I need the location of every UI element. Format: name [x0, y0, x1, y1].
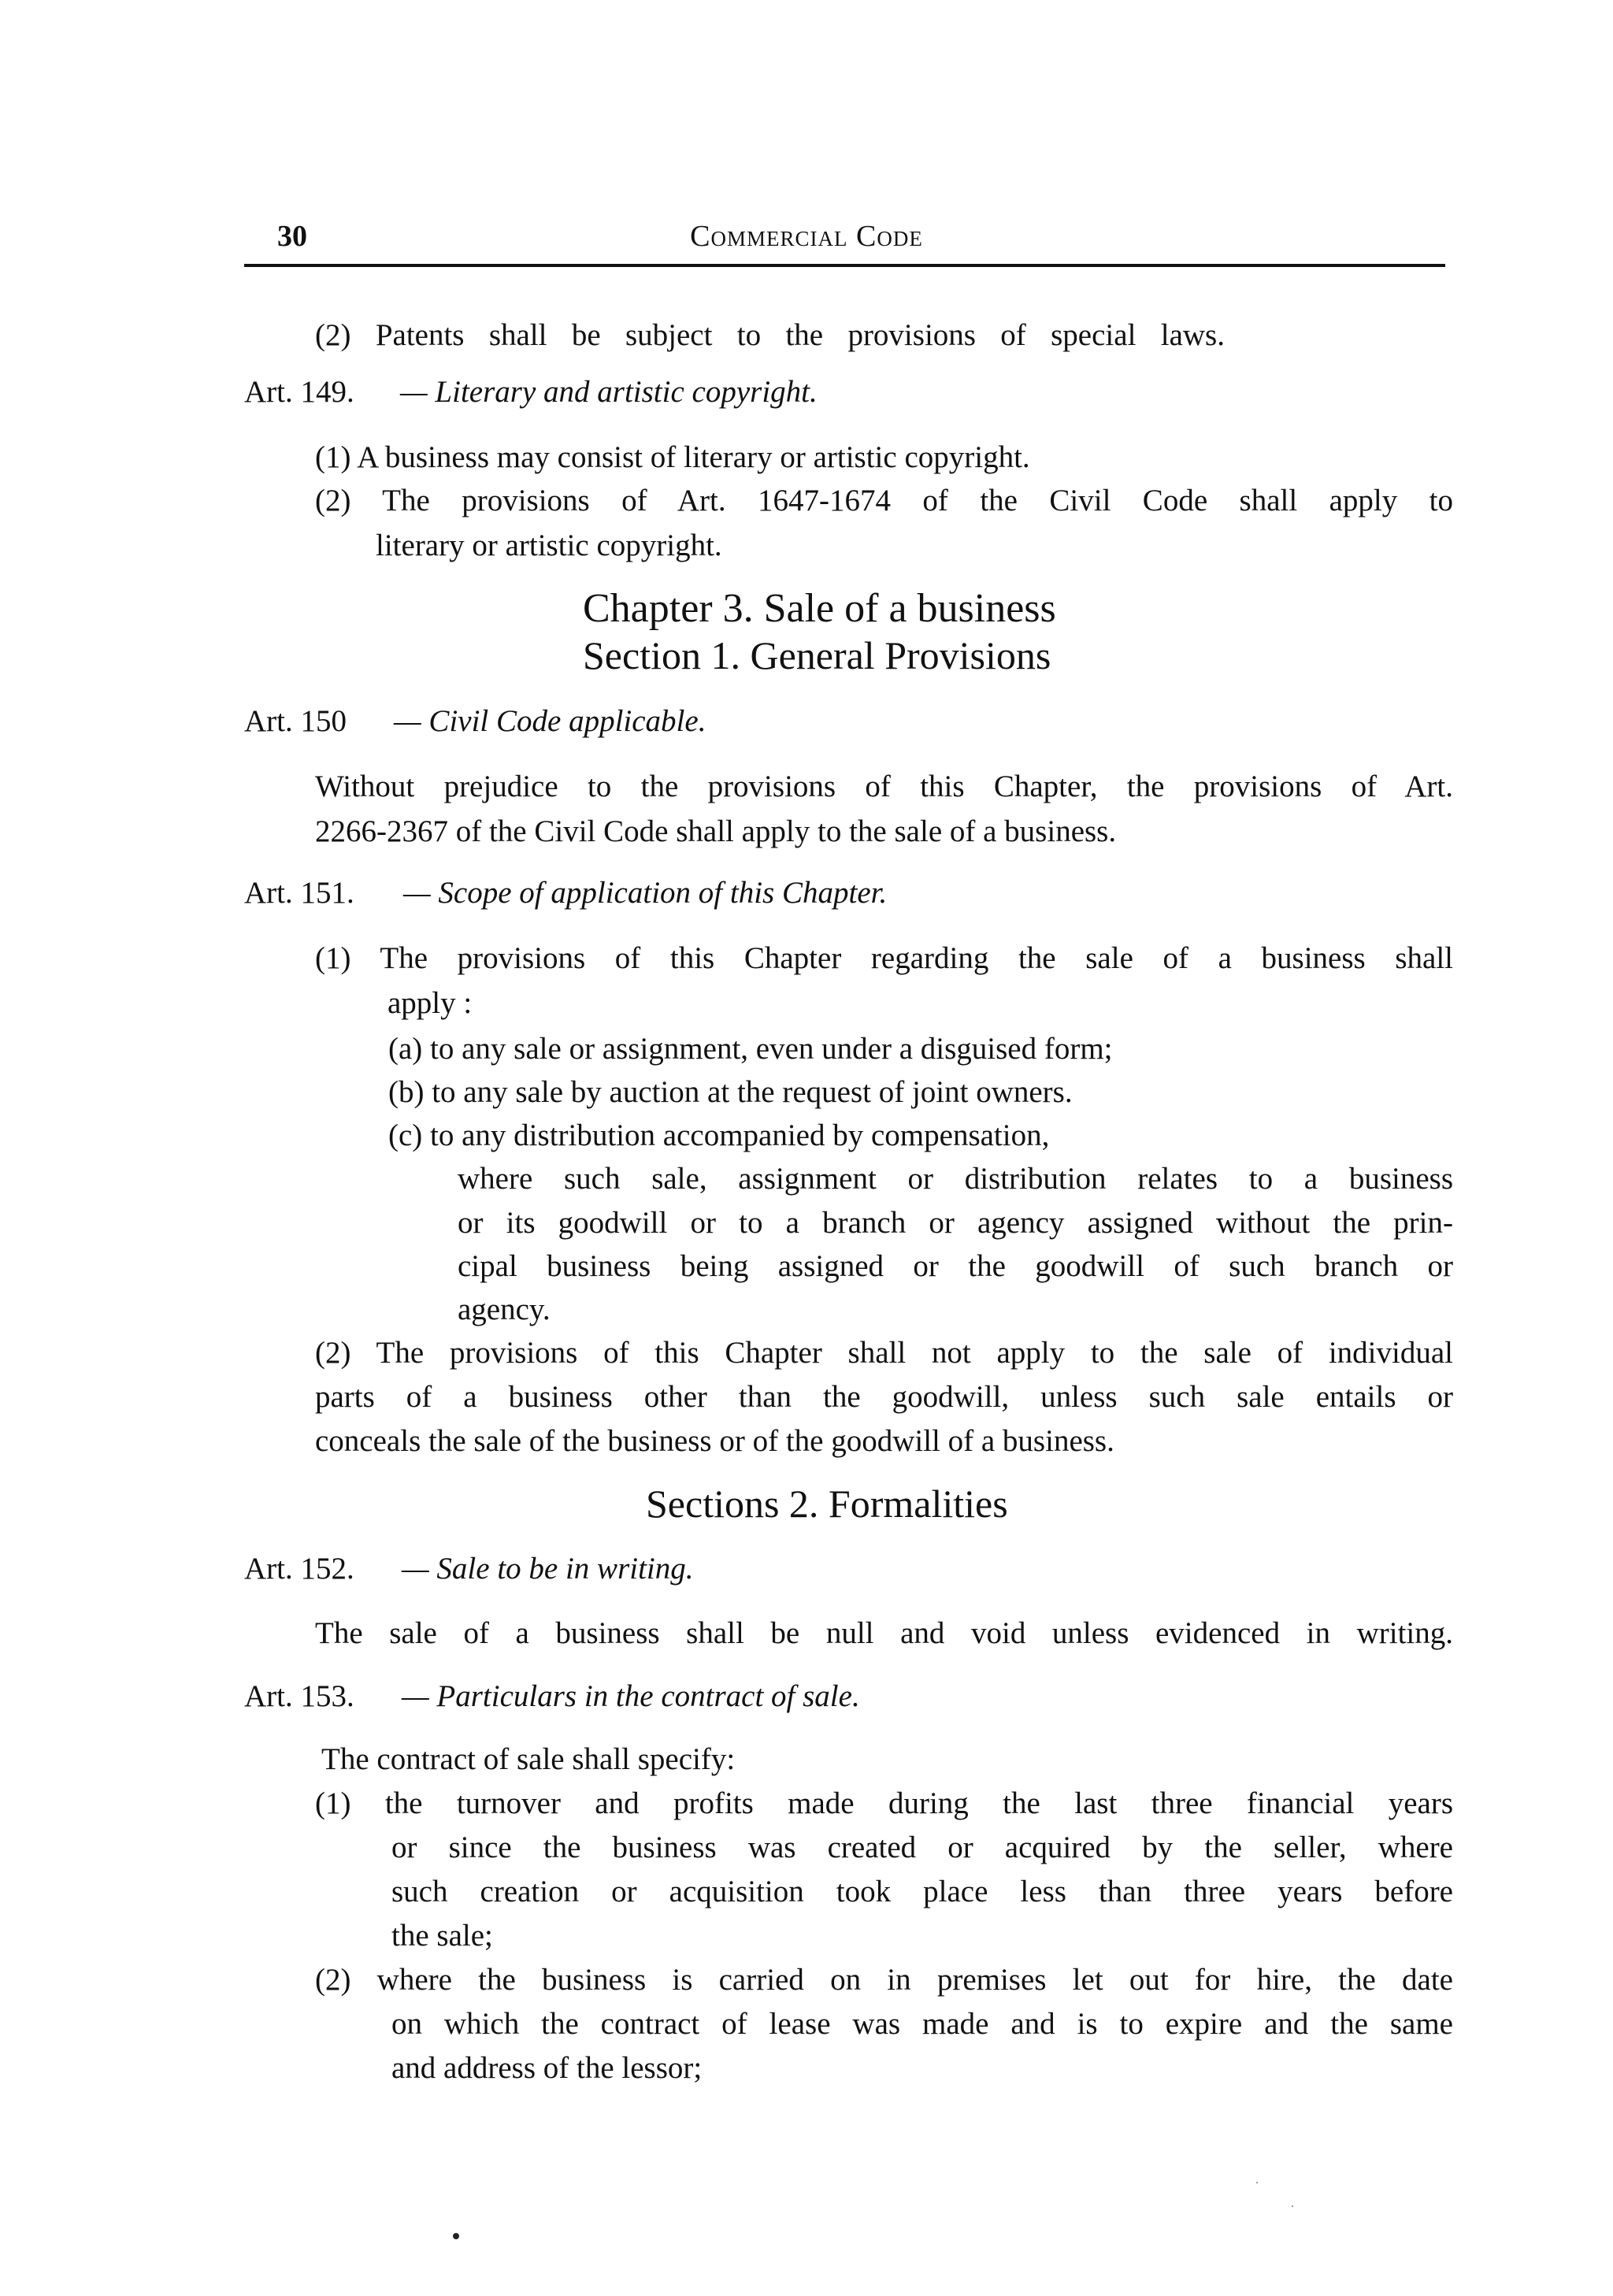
header-rule [244, 264, 1445, 267]
art151-where-line: agency. [458, 1293, 551, 1326]
article-number: Art. 153. [244, 1679, 354, 1713]
art153-item-1-cont: such creation or acquisition took place less than three years before [391, 1875, 1453, 1908]
running-header-title: Commercial Code [690, 220, 923, 253]
article-title: — Literary and artistic copyright. [400, 375, 818, 409]
art152-para: The sale of a business shall be null and void unless evidenced in writing. [315, 1616, 1453, 1650]
art153-item-1: (1) the turnover and profits made during the last three financial years [315, 1786, 1453, 1820]
print-speck [1256, 2182, 1258, 2183]
art153-item-1-cont: the sale; [391, 1919, 493, 1953]
article-number: Art. 149. [244, 375, 354, 409]
page-number: 30 [277, 220, 307, 253]
art151-para-2-cont: parts of a business other than the goodwill, unless such sale entails or [315, 1380, 1453, 1414]
article-number: Art. 151. [244, 876, 354, 910]
art153-intro: The contract of sale shall specify: [321, 1742, 736, 1776]
art151-where-line: where such sale, assignment or distribution relates to a business [458, 1162, 1453, 1196]
art151-para-1-cont: apply : [387, 986, 473, 1020]
print-mark [453, 2233, 459, 2239]
art153-item-2: (2) where the business is carried on in premises let out for hire, the date [315, 1963, 1453, 1997]
art151-para-2-cont: conceals the sale of the business or of the goodwill of a business. [315, 1424, 1114, 1458]
art153-item-1-cont: or since the business was created or acquired by the seller, where [391, 1830, 1453, 1864]
article-title: — Sale to be in writing. [402, 1552, 694, 1586]
article-number: Art. 152. [244, 1552, 354, 1586]
art148-para-2: (2) Patents shall be subject to the provisions of special laws. [315, 318, 1225, 352]
art151-item-b: (b) to any sale by auction at the request of joint owners. [388, 1075, 1073, 1109]
section-heading: Sections 2. Formalities [646, 1482, 1008, 1526]
article-number: Art. 150 [244, 704, 347, 738]
art149-para-2-cont: literary or artistic copyright. [376, 529, 722, 562]
art150-para: Without prejudice to the provisions of this Chapter, the provisions of Art. [315, 770, 1453, 803]
section-heading: Section 1. General Provisions [583, 633, 1051, 677]
art151-where-line: cipal business being assigned or the goodwill of such branch or [458, 1249, 1453, 1283]
print-speck [1292, 2205, 1293, 2207]
article-title: — Particulars in the contract of sale. [402, 1679, 860, 1713]
art151-item-a: (a) to any sale or assignment, even under a disguised form; [388, 1032, 1113, 1066]
art150-para-cont: 2266-2367 of the Civil Code shall apply to the sale of a business. [315, 814, 1117, 848]
art151-para-2: (2) The provisions of this Chapter shall not apply to the sale of individual [315, 1336, 1453, 1370]
article-title: — Civil Code applicable. [394, 704, 706, 738]
art149-para-1: (1) A business may consist of literary or artistic copyright. [315, 440, 1030, 474]
art151-para-1: (1) The provisions of this Chapter regarding the sale of a business shall [315, 941, 1453, 975]
article-title: — Scope of application of this Chapter. [403, 876, 888, 910]
art149-para-2: (2) The provisions of Art. 1647-1674 of the Civil Code shall apply to [315, 484, 1453, 517]
art151-item-c: (c) to any distribution accompanied by compensation, [388, 1118, 1050, 1152]
chapter-heading: Chapter 3. Sale of a business [583, 586, 1056, 631]
art153-item-2-cont: on which the contract of lease was made and is to expire and the same [391, 2007, 1453, 2041]
art151-where-line: or its goodwill or to a branch or agency assigned without the prin- [458, 1206, 1453, 1240]
art153-item-2-cont: and address of the lessor; [391, 2051, 703, 2085]
